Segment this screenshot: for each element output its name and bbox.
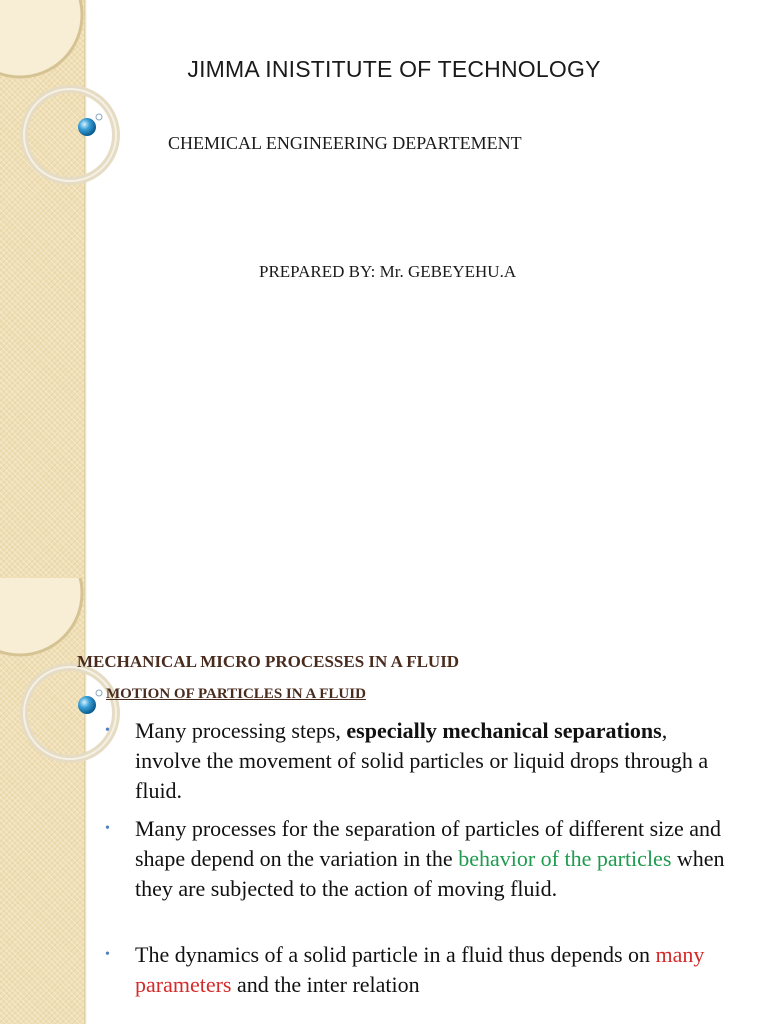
- bullet-text: , involve the movement of solid particles or liquid drops through a fluid.: [135, 718, 709, 803]
- sphere-bullet-icon: [78, 690, 102, 714]
- bullet-dot-icon: •: [105, 947, 110, 962]
- bullet-text: The dynamics of a solid particle in a fluid thus depends on: [135, 942, 656, 967]
- bullet-text: Many processes for the separation of particles of different size and shape depend on the variation in the: [135, 816, 722, 871]
- list-item: [105, 814, 725, 904]
- slide-heading: MECHANICAL MICRO PROCESSES IN A FLUID: [77, 652, 460, 671]
- highlighted-text: behavior of the particles: [458, 846, 672, 871]
- bullet-text: and the inter relation: [231, 972, 420, 997]
- sphere-bullet-icon: [78, 114, 102, 136]
- bullet-bold-text: especially mechanical separations: [346, 718, 662, 743]
- bullet-dot-icon: •: [105, 821, 110, 836]
- department-subtitle: CHEMICAL ENGINEERING DEPARTEMENT: [168, 133, 522, 153]
- list-item: [105, 716, 725, 806]
- author-line: PREPARED BY: Mr. GEBEYEHU.A: [259, 262, 517, 281]
- bullet-text: when they are subjected to the action of moving fluid.: [135, 846, 725, 901]
- bullet-text: Many processing steps,: [135, 718, 347, 743]
- ring-decoration: [0, 0, 130, 220]
- highlighted-text: many parameters: [135, 942, 705, 997]
- slide-subheading: MOTION OF PARTICLES IN A FLUID: [106, 686, 366, 702]
- list-item: [105, 940, 725, 1000]
- bullet-dot-icon: •: [105, 723, 110, 738]
- content-slide: [0, 578, 768, 1024]
- institution-title: JIMMA INISTITUTE OF TECHNOLOGY: [187, 56, 601, 82]
- bullet-list: [105, 716, 725, 1008]
